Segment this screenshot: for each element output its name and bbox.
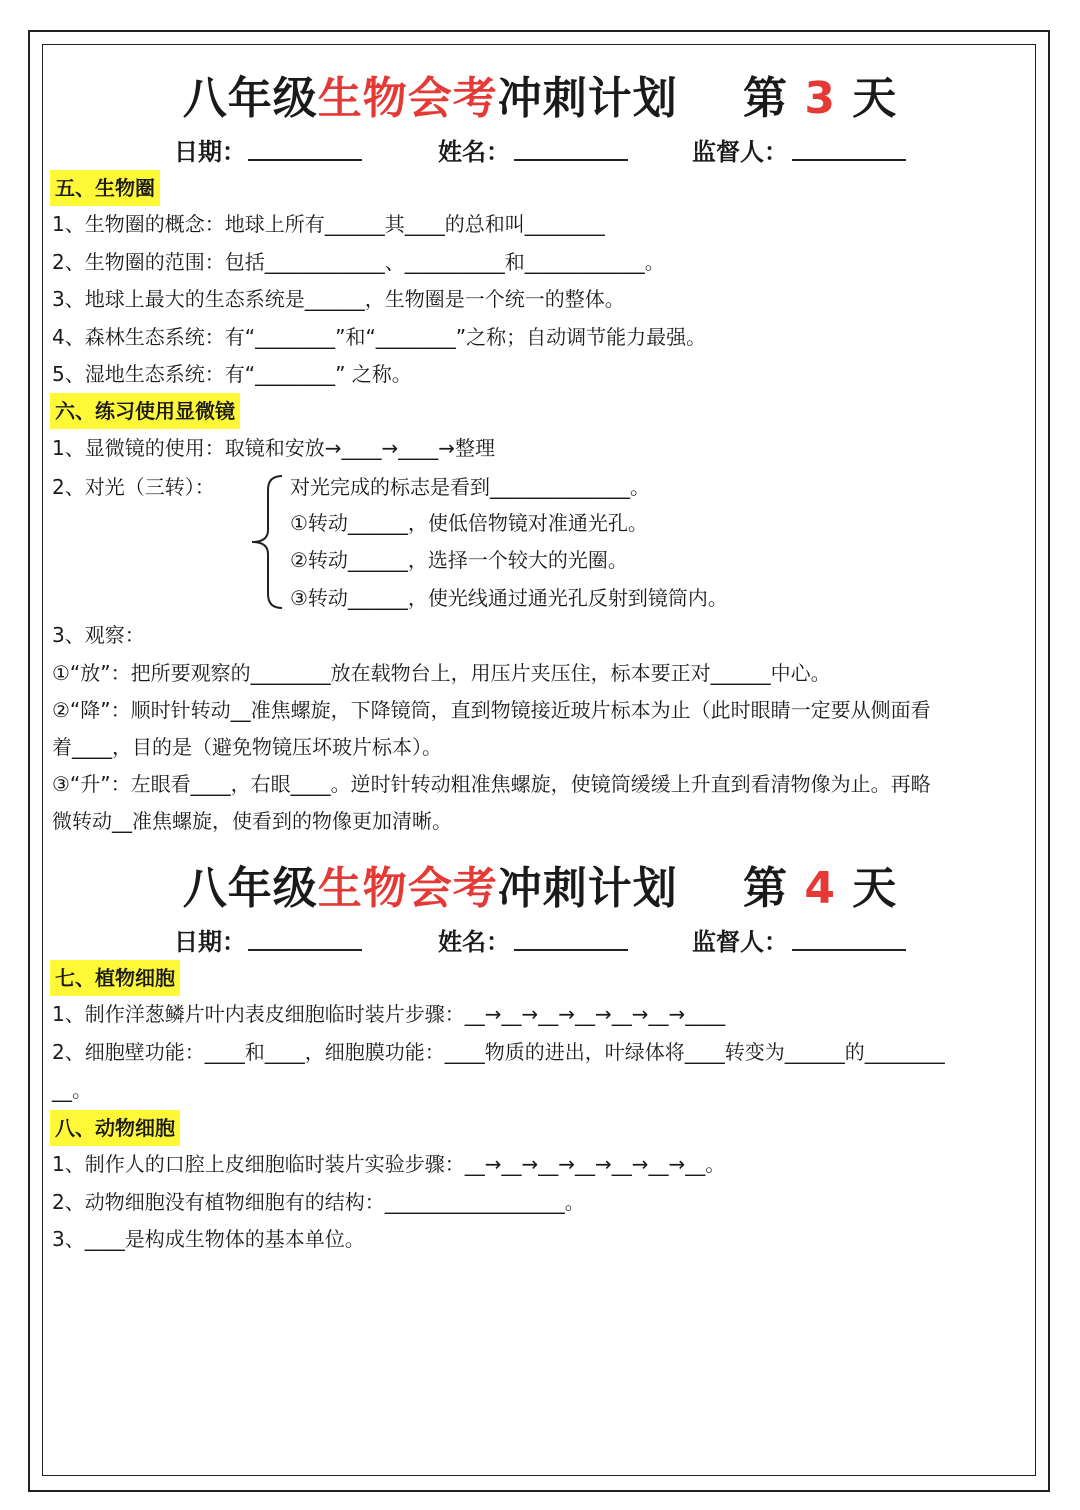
day3-title: 八年级生物会考冲刺计划 第 3 天 bbox=[182, 73, 898, 124]
brace-line: 对光完成的标志是看到______________。 bbox=[290, 475, 650, 499]
list-item: 2、生物圈的范围：包括____________、__________和____________。 bbox=[52, 250, 665, 274]
supervisor-blank bbox=[792, 158, 906, 161]
list-item: 2、对光（三转）： bbox=[52, 475, 215, 499]
name-blank bbox=[514, 948, 628, 951]
list-item: __。 bbox=[52, 1078, 92, 1102]
name-label: 姓名： bbox=[438, 138, 510, 166]
section-heading-biosphere: 五、生物圈 bbox=[50, 170, 160, 206]
list-item: 2、细胞壁功能：____和____，细胞膜功能：____物质的进出，叶绿体将____转变为______的________ bbox=[52, 1040, 945, 1064]
list-item: 1、制作洋葱鳞片叶内表皮细胞临时装片步骤：__→__→__→__→__→__→____ bbox=[52, 1002, 726, 1026]
day4-title: 八年级生物会考冲刺计划 第 4 天 bbox=[182, 863, 898, 914]
supervisor-blank bbox=[792, 948, 906, 951]
date-blank bbox=[248, 158, 362, 161]
list-item: ②“降”：顺时针转动__准焦螺旋，下降镜筒，直到物镜接近玻片标本为止（此时眼睛一定要从侧面看 bbox=[52, 698, 931, 722]
list-item: 4、森林生态系统：有“________”和“________”之称；自动调节能力最强。 bbox=[52, 325, 707, 349]
brace-line: ③转动______，使光线通过通光孔反射到镜筒内。 bbox=[290, 586, 728, 610]
supervisor-label: 监督人： bbox=[692, 928, 788, 956]
brace-line: ②转动______，选择一个较大的光圈。 bbox=[290, 548, 628, 572]
date-label: 日期： bbox=[174, 928, 246, 956]
list-item: 5、湿地生态系统：有“________” 之称。 bbox=[52, 362, 412, 386]
list-item: ③“升”：左眼看____，右眼____。逆时针转动粗准焦螺旋，使镜筒缓缓上升直到看清物像为止。再略 bbox=[52, 772, 931, 796]
date-blank bbox=[248, 948, 362, 951]
list-item: 1、显微镜的使用：取镜和安放→____→____→整理 bbox=[52, 436, 495, 460]
list-item: 3、地球上最大的生态系统是______，生物圈是一个统一的整体。 bbox=[52, 287, 625, 311]
name-blank bbox=[514, 158, 628, 161]
list-item: 着____，目的是（避免物镜压坏玻片标本）。 bbox=[52, 735, 442, 759]
supervisor-label: 监督人： bbox=[692, 138, 788, 166]
brace-line: ①转动______，使低倍物镜对准通光孔。 bbox=[290, 511, 648, 535]
list-item: 1、制作人的口腔上皮细胞临时装片实验步骤：__→__→__→__→__→__→__。 bbox=[52, 1152, 726, 1176]
brace-icon bbox=[248, 474, 288, 610]
name-label: 姓名： bbox=[438, 928, 510, 956]
section-heading-plant-cell: 七、植物细胞 bbox=[50, 960, 180, 996]
list-item: ①“放”：把所要观察的________放在载物台上，用压片夹压住，标本要正对______中心。 bbox=[52, 661, 831, 685]
list-item: 3、____是构成生物体的基本单位。 bbox=[52, 1227, 365, 1251]
list-item: 微转动__准焦螺旋，使看到的物像更加清晰。 bbox=[52, 809, 452, 833]
list-item: 1、生物圈的概念：地球上所有______其____的总和叫________ bbox=[52, 212, 605, 236]
section-heading-animal-cell: 八、动物细胞 bbox=[50, 1110, 180, 1146]
list-item: 2、动物细胞没有植物细胞有的结构：__________________。 bbox=[52, 1190, 585, 1214]
list-item: 3、观察： bbox=[52, 623, 145, 647]
section-heading-microscope: 六、练习使用显微镜 bbox=[50, 393, 240, 429]
date-label: 日期： bbox=[174, 138, 246, 166]
